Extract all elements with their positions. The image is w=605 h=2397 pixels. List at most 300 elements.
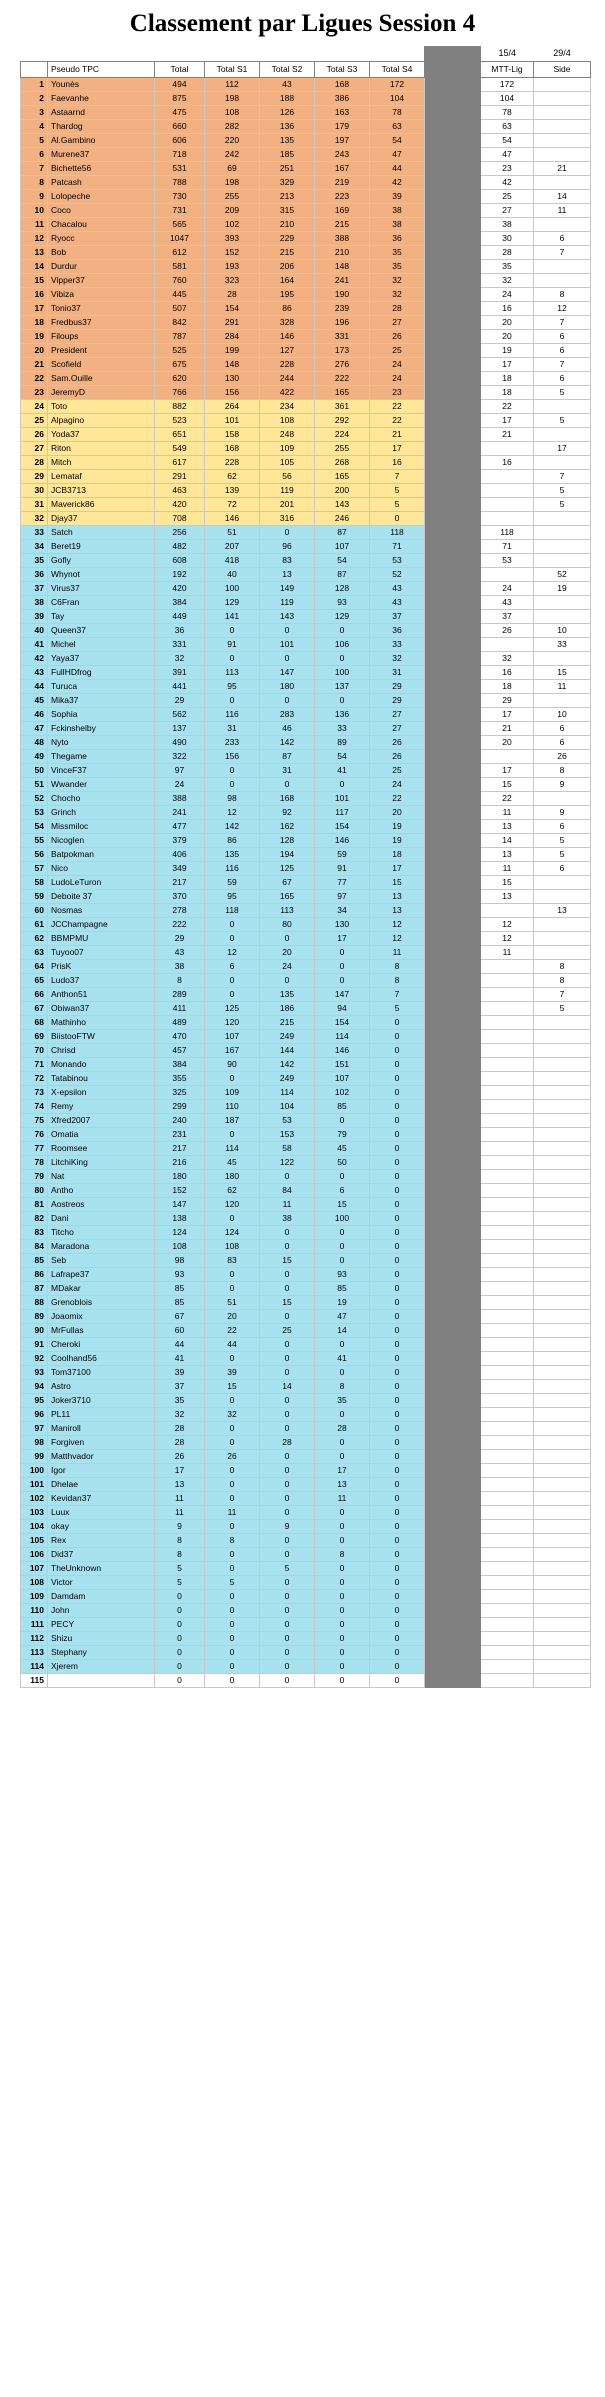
cell-side bbox=[534, 1506, 591, 1520]
table-row[interactable] bbox=[21, 568, 591, 582]
cell-side bbox=[534, 106, 591, 120]
cell-total-s1: 207 bbox=[205, 540, 260, 554]
table-row[interactable] bbox=[21, 1016, 591, 1030]
table-row[interactable] bbox=[21, 358, 591, 372]
cell-rank: 28 bbox=[21, 456, 48, 470]
cell-total-s3: 255 bbox=[315, 442, 370, 456]
cell-total-s4: 37 bbox=[370, 610, 425, 624]
table-row[interactable] bbox=[21, 1506, 591, 1520]
cell-pseudo: Chacalou bbox=[48, 218, 155, 232]
table-row[interactable] bbox=[21, 610, 591, 624]
table-row[interactable] bbox=[21, 1534, 591, 1548]
table-row[interactable] bbox=[21, 260, 591, 274]
cell-total-s2: 0 bbox=[260, 1660, 315, 1674]
table-row[interactable] bbox=[21, 1268, 591, 1282]
table-row[interactable] bbox=[21, 316, 591, 330]
table-row[interactable] bbox=[21, 456, 591, 470]
cell-rank: 29 bbox=[21, 470, 48, 484]
cell-total-s3: 35 bbox=[315, 1394, 370, 1408]
table-row[interactable] bbox=[21, 1380, 591, 1394]
cell-total: 370 bbox=[155, 890, 205, 904]
cell-gray bbox=[425, 834, 481, 848]
table-row[interactable] bbox=[21, 736, 591, 750]
cell-total-s2: 249 bbox=[260, 1072, 315, 1086]
table-row[interactable] bbox=[21, 176, 591, 190]
cell-mtt-lig bbox=[481, 1170, 534, 1184]
table-row[interactable] bbox=[21, 1618, 591, 1632]
cell-total-s1: 8 bbox=[205, 1534, 260, 1548]
cell-rank: 84 bbox=[21, 1240, 48, 1254]
table-row[interactable] bbox=[21, 582, 591, 596]
cell-total-s3: 197 bbox=[315, 134, 370, 148]
table-row[interactable] bbox=[21, 764, 591, 778]
table-row[interactable] bbox=[21, 1156, 591, 1170]
cell-total: 660 bbox=[155, 120, 205, 134]
table-row[interactable] bbox=[21, 652, 591, 666]
cell-total: 44 bbox=[155, 1338, 205, 1352]
table-row[interactable] bbox=[21, 1114, 591, 1128]
cell-mtt-lig bbox=[481, 1450, 534, 1464]
table-row[interactable] bbox=[21, 974, 591, 988]
cell-total-s2: 0 bbox=[260, 1338, 315, 1352]
table-row[interactable] bbox=[21, 1142, 591, 1156]
cell-total-s1: 130 bbox=[205, 372, 260, 386]
table-row[interactable] bbox=[21, 1128, 591, 1142]
cell-total-s4: 0 bbox=[370, 512, 425, 526]
cell-total-s1: 120 bbox=[205, 1016, 260, 1030]
table-row[interactable] bbox=[21, 722, 591, 736]
cell-total: 441 bbox=[155, 680, 205, 694]
table-row[interactable] bbox=[21, 1422, 591, 1436]
cell-total-s2: 0 bbox=[260, 1618, 315, 1632]
table-row[interactable] bbox=[21, 162, 591, 176]
table-row[interactable] bbox=[21, 512, 591, 526]
table-row[interactable] bbox=[21, 526, 591, 540]
cell-pseudo: Murene37 bbox=[48, 148, 155, 162]
cell-mtt-lig bbox=[481, 1478, 534, 1492]
table-row[interactable] bbox=[21, 750, 591, 764]
cell-pseudo: Turuca bbox=[48, 680, 155, 694]
cell-total-s2: 249 bbox=[260, 1030, 315, 1044]
cell-total-s4: 0 bbox=[370, 1422, 425, 1436]
cell-pseudo: Maradona bbox=[48, 1240, 155, 1254]
table-row[interactable] bbox=[21, 1478, 591, 1492]
cell-total-s2: 31 bbox=[260, 764, 315, 778]
cell-gray bbox=[425, 960, 481, 974]
cell-mtt-lig: 13 bbox=[481, 820, 534, 834]
table-row[interactable] bbox=[21, 1660, 591, 1674]
cell-total-s3: 388 bbox=[315, 232, 370, 246]
cell-total: 731 bbox=[155, 204, 205, 218]
cell-total-s1: 233 bbox=[205, 736, 260, 750]
table-row[interactable] bbox=[21, 554, 591, 568]
table-row[interactable] bbox=[21, 1240, 591, 1254]
cell-side bbox=[534, 512, 591, 526]
cell-pseudo: Igor bbox=[48, 1464, 155, 1478]
cell-rank: 39 bbox=[21, 610, 48, 624]
cell-pseudo: TheUnknown bbox=[48, 1562, 155, 1576]
cell-rank: 104 bbox=[21, 1520, 48, 1534]
table-row[interactable] bbox=[21, 1226, 591, 1240]
cell-total: 730 bbox=[155, 190, 205, 204]
table-row[interactable] bbox=[21, 834, 591, 848]
table-row[interactable] bbox=[21, 134, 591, 148]
table-row[interactable] bbox=[21, 680, 591, 694]
cell-total-s3: 114 bbox=[315, 1030, 370, 1044]
table-row[interactable] bbox=[21, 470, 591, 484]
table-row[interactable] bbox=[21, 1408, 591, 1422]
cell-total-s3: 41 bbox=[315, 1352, 370, 1366]
table-row[interactable] bbox=[21, 960, 591, 974]
cell-total-s2: 213 bbox=[260, 190, 315, 204]
cell-total-s4: 0 bbox=[370, 1058, 425, 1072]
cell-side bbox=[534, 1142, 591, 1156]
table-row[interactable] bbox=[21, 1576, 591, 1590]
cell-total-s4: 0 bbox=[370, 1184, 425, 1198]
table-row[interactable] bbox=[21, 372, 591, 386]
table-row[interactable] bbox=[21, 1394, 591, 1408]
cell-gray bbox=[425, 1240, 481, 1254]
cell-total-s3: 0 bbox=[315, 1226, 370, 1240]
table-row[interactable] bbox=[21, 1492, 591, 1506]
table-row[interactable] bbox=[21, 302, 591, 316]
cell-total-s4: 0 bbox=[370, 1240, 425, 1254]
cell-total: 41 bbox=[155, 1352, 205, 1366]
cell-total: 0 bbox=[155, 1632, 205, 1646]
cell-pseudo: JCChampagne bbox=[48, 918, 155, 932]
table-row[interactable] bbox=[21, 288, 591, 302]
cell-total: 507 bbox=[155, 302, 205, 316]
table-row[interactable] bbox=[21, 904, 591, 918]
table-row[interactable] bbox=[21, 624, 591, 638]
table-row[interactable] bbox=[21, 330, 591, 344]
cell-total-s3: 6 bbox=[315, 1184, 370, 1198]
cell-rank: 83 bbox=[21, 1226, 48, 1240]
table-row[interactable] bbox=[21, 92, 591, 106]
cell-total: 256 bbox=[155, 526, 205, 540]
cell-total: 11 bbox=[155, 1506, 205, 1520]
cell-side bbox=[534, 1072, 591, 1086]
table-row[interactable] bbox=[21, 666, 591, 680]
cell-total-s3: 0 bbox=[315, 778, 370, 792]
cell-gray bbox=[425, 1506, 481, 1520]
table-row[interactable] bbox=[21, 596, 591, 610]
cell-total-s1: 116 bbox=[205, 708, 260, 722]
table-row[interactable] bbox=[21, 1352, 591, 1366]
cell-gray bbox=[425, 232, 481, 246]
cell-side: 5 bbox=[534, 498, 591, 512]
cell-pseudo: Lemataf bbox=[48, 470, 155, 484]
table-row[interactable] bbox=[21, 1254, 591, 1268]
table-row[interactable] bbox=[21, 1324, 591, 1338]
cell-rank: 48 bbox=[21, 736, 48, 750]
table-row[interactable] bbox=[21, 1030, 591, 1044]
cell-total: 325 bbox=[155, 1086, 205, 1100]
table-row[interactable] bbox=[21, 988, 591, 1002]
cell-side bbox=[534, 946, 591, 960]
cell-side: 11 bbox=[534, 204, 591, 218]
cell-gray bbox=[425, 1520, 481, 1534]
table-row[interactable] bbox=[21, 1646, 591, 1660]
cell-mtt-lig: 104 bbox=[481, 92, 534, 106]
cell-pseudo: Coco bbox=[48, 204, 155, 218]
cell-rank: 89 bbox=[21, 1310, 48, 1324]
table-row[interactable] bbox=[21, 778, 591, 792]
cell-pseudo: Queen37 bbox=[48, 624, 155, 638]
cell-total-s2: 329 bbox=[260, 176, 315, 190]
cell-total-s2: 0 bbox=[260, 526, 315, 540]
cell-pseudo: Filoups bbox=[48, 330, 155, 344]
table-row[interactable] bbox=[21, 1198, 591, 1212]
table-row[interactable] bbox=[21, 400, 591, 414]
cell-side bbox=[534, 876, 591, 890]
table-row[interactable] bbox=[21, 1436, 591, 1450]
cell-gray bbox=[425, 1030, 481, 1044]
cell-total-s3: 0 bbox=[315, 1408, 370, 1422]
table-row[interactable] bbox=[21, 540, 591, 554]
table-row[interactable] bbox=[21, 946, 591, 960]
table-row[interactable] bbox=[21, 694, 591, 708]
cell-gray bbox=[425, 778, 481, 792]
table-row[interactable] bbox=[21, 106, 591, 120]
cell-total: 192 bbox=[155, 568, 205, 582]
table-row[interactable] bbox=[21, 1520, 591, 1534]
table-row[interactable] bbox=[21, 428, 591, 442]
cell-pseudo: Forgiven bbox=[48, 1436, 155, 1450]
cell-total: 787 bbox=[155, 330, 205, 344]
cell-pseudo: Vibiza bbox=[48, 288, 155, 302]
table-row[interactable] bbox=[21, 848, 591, 862]
cell-pseudo: Faevanhe bbox=[48, 92, 155, 106]
cell-total-s4: 38 bbox=[370, 204, 425, 218]
cell-total-s2: 28 bbox=[260, 1436, 315, 1450]
cell-total-s3: 0 bbox=[315, 974, 370, 988]
table-row[interactable] bbox=[21, 246, 591, 260]
cell-side bbox=[534, 176, 591, 190]
table-row[interactable] bbox=[21, 1086, 591, 1100]
table-row[interactable] bbox=[21, 1674, 591, 1688]
table-row[interactable] bbox=[21, 1212, 591, 1226]
cell-rank: 45 bbox=[21, 694, 48, 708]
cell-total-s3: 0 bbox=[315, 1632, 370, 1646]
table-row[interactable] bbox=[21, 1170, 591, 1184]
table-row[interactable] bbox=[21, 890, 591, 904]
cell-mtt-lig bbox=[481, 1366, 534, 1380]
cell-total-s2: 0 bbox=[260, 652, 315, 666]
table-row[interactable] bbox=[21, 1058, 591, 1072]
table-row[interactable] bbox=[21, 638, 591, 652]
cell-total-s1: 124 bbox=[205, 1226, 260, 1240]
table-row[interactable] bbox=[21, 1100, 591, 1114]
spacer-cell bbox=[370, 47, 425, 62]
table-row[interactable] bbox=[21, 1464, 591, 1478]
cell-total-s2: 0 bbox=[260, 1646, 315, 1660]
cell-side bbox=[534, 1436, 591, 1450]
cell-total: 384 bbox=[155, 1058, 205, 1072]
table-row[interactable] bbox=[21, 1282, 591, 1296]
table-row[interactable] bbox=[21, 218, 591, 232]
cell-side: 33 bbox=[534, 638, 591, 652]
cell-total-s1: 418 bbox=[205, 554, 260, 568]
table-row[interactable] bbox=[21, 148, 591, 162]
cell-gray bbox=[425, 106, 481, 120]
cell-total-s4: 26 bbox=[370, 330, 425, 344]
cell-total-s4: 24 bbox=[370, 358, 425, 372]
cell-rank: 46 bbox=[21, 708, 48, 722]
cell-total-s1: 198 bbox=[205, 176, 260, 190]
cell-mtt-lig: 17 bbox=[481, 414, 534, 428]
cell-total-s4: 27 bbox=[370, 316, 425, 330]
table-row[interactable] bbox=[21, 1044, 591, 1058]
cell-mtt-lig bbox=[481, 1492, 534, 1506]
table-row[interactable] bbox=[21, 708, 591, 722]
cell-mtt-lig bbox=[481, 1310, 534, 1324]
cell-rank: 101 bbox=[21, 1478, 48, 1492]
cell-gray bbox=[425, 302, 481, 316]
table-row[interactable] bbox=[21, 120, 591, 134]
cell-total-s2: 147 bbox=[260, 666, 315, 680]
cell-total-s4: 0 bbox=[370, 1212, 425, 1226]
cell-rank: 77 bbox=[21, 1142, 48, 1156]
cell-total-s2: 0 bbox=[260, 1310, 315, 1324]
cell-total-s3: 331 bbox=[315, 330, 370, 344]
table-row[interactable] bbox=[21, 1366, 591, 1380]
table-row[interactable] bbox=[21, 1632, 591, 1646]
cell-total: 581 bbox=[155, 260, 205, 274]
table-row[interactable] bbox=[21, 1562, 591, 1576]
cell-rank: 90 bbox=[21, 1324, 48, 1338]
cell-mtt-lig: 118 bbox=[481, 526, 534, 540]
table-row[interactable] bbox=[21, 1590, 591, 1604]
cell-rank: 57 bbox=[21, 862, 48, 876]
table-row[interactable] bbox=[21, 344, 591, 358]
cell-total-s2: 153 bbox=[260, 1128, 315, 1142]
cell-side bbox=[534, 1170, 591, 1184]
table-row[interactable] bbox=[21, 918, 591, 932]
cell-total-s3: 0 bbox=[315, 694, 370, 708]
table-row[interactable] bbox=[21, 190, 591, 204]
cell-total-s3: 0 bbox=[315, 1366, 370, 1380]
table-row[interactable] bbox=[21, 274, 591, 288]
cell-total-s3: 0 bbox=[315, 1240, 370, 1254]
cell-pseudo: Astro bbox=[48, 1380, 155, 1394]
cell-total: 355 bbox=[155, 1072, 205, 1086]
table-row[interactable] bbox=[21, 1548, 591, 1562]
table-row[interactable] bbox=[21, 442, 591, 456]
cell-side: 6 bbox=[534, 820, 591, 834]
table-row[interactable] bbox=[21, 1450, 591, 1464]
cell-total-s2: 0 bbox=[260, 1478, 315, 1492]
cell-rank: 32 bbox=[21, 512, 48, 526]
cell-side bbox=[534, 428, 591, 442]
cell-mtt-lig: 37 bbox=[481, 610, 534, 624]
cell-mtt-lig bbox=[481, 1142, 534, 1156]
cell-gray bbox=[425, 372, 481, 386]
table-row[interactable] bbox=[21, 820, 591, 834]
cell-total-s4: 0 bbox=[370, 1324, 425, 1338]
table-row[interactable] bbox=[21, 204, 591, 218]
table-row[interactable] bbox=[21, 414, 591, 428]
table-row[interactable] bbox=[21, 1072, 591, 1086]
cell-total: 5 bbox=[155, 1562, 205, 1576]
table-row[interactable] bbox=[21, 78, 591, 92]
cell-side bbox=[534, 260, 591, 274]
cell-total-s2: 86 bbox=[260, 302, 315, 316]
table-row[interactable] bbox=[21, 806, 591, 820]
cell-rank: 58 bbox=[21, 876, 48, 890]
cell-rank: 26 bbox=[21, 428, 48, 442]
cell-rank: 49 bbox=[21, 750, 48, 764]
cell-total-s4: 31 bbox=[370, 666, 425, 680]
cell-pseudo: Thardog bbox=[48, 120, 155, 134]
cell-total: 35 bbox=[155, 1394, 205, 1408]
table-row[interactable] bbox=[21, 876, 591, 890]
table-row[interactable] bbox=[21, 386, 591, 400]
cell-mtt-lig bbox=[481, 1156, 534, 1170]
cell-total-s2: 80 bbox=[260, 918, 315, 932]
cell-total-s1: 0 bbox=[205, 1464, 260, 1478]
cell-total: 217 bbox=[155, 876, 205, 890]
table-row[interactable] bbox=[21, 1310, 591, 1324]
ranking-rows bbox=[21, 78, 591, 1688]
cell-total-s1: 69 bbox=[205, 162, 260, 176]
cell-total-s3: 243 bbox=[315, 148, 370, 162]
cell-mtt-lig bbox=[481, 1212, 534, 1226]
cell-total: 26 bbox=[155, 1450, 205, 1464]
cell-rank: 68 bbox=[21, 1016, 48, 1030]
cell-total-s4: 0 bbox=[370, 1156, 425, 1170]
table-row[interactable] bbox=[21, 862, 591, 876]
cell-total-s4: 0 bbox=[370, 1114, 425, 1128]
table-row[interactable] bbox=[21, 1184, 591, 1198]
cell-gray bbox=[425, 876, 481, 890]
cell-total-s3: 0 bbox=[315, 1338, 370, 1352]
cell-side bbox=[534, 554, 591, 568]
cell-pseudo: Deboite 37 bbox=[48, 890, 155, 904]
cell-total-s3: 168 bbox=[315, 78, 370, 92]
cell-mtt-lig: 38 bbox=[481, 218, 534, 232]
cell-total-s4: 25 bbox=[370, 344, 425, 358]
cell-side bbox=[534, 652, 591, 666]
cell-total-s3: 0 bbox=[315, 1646, 370, 1660]
cell-gray bbox=[425, 1534, 481, 1548]
cell-mtt-lig: 20 bbox=[481, 316, 534, 330]
table-row[interactable] bbox=[21, 498, 591, 512]
cell-total-s1: 12 bbox=[205, 946, 260, 960]
cell-mtt-lig bbox=[481, 1016, 534, 1030]
cell-gray bbox=[425, 246, 481, 260]
table-row[interactable] bbox=[21, 232, 591, 246]
table-row[interactable] bbox=[21, 792, 591, 806]
cell-pseudo: Alpagino bbox=[48, 414, 155, 428]
cell-total-s2: 0 bbox=[260, 694, 315, 708]
table-row[interactable] bbox=[21, 932, 591, 946]
cell-side bbox=[534, 1212, 591, 1226]
cell-rank: 109 bbox=[21, 1590, 48, 1604]
cell-total: 379 bbox=[155, 834, 205, 848]
table-row[interactable] bbox=[21, 1296, 591, 1310]
table-row[interactable] bbox=[21, 484, 591, 498]
cell-gray bbox=[425, 848, 481, 862]
table-row[interactable] bbox=[21, 1604, 591, 1618]
cell-total-s4: 19 bbox=[370, 820, 425, 834]
cell-side: 5 bbox=[534, 484, 591, 498]
cell-mtt-lig: 11 bbox=[481, 806, 534, 820]
cell-total-s1: 11 bbox=[205, 1506, 260, 1520]
table-row[interactable] bbox=[21, 1002, 591, 1016]
cell-rank: 63 bbox=[21, 946, 48, 960]
table-row[interactable] bbox=[21, 1338, 591, 1352]
